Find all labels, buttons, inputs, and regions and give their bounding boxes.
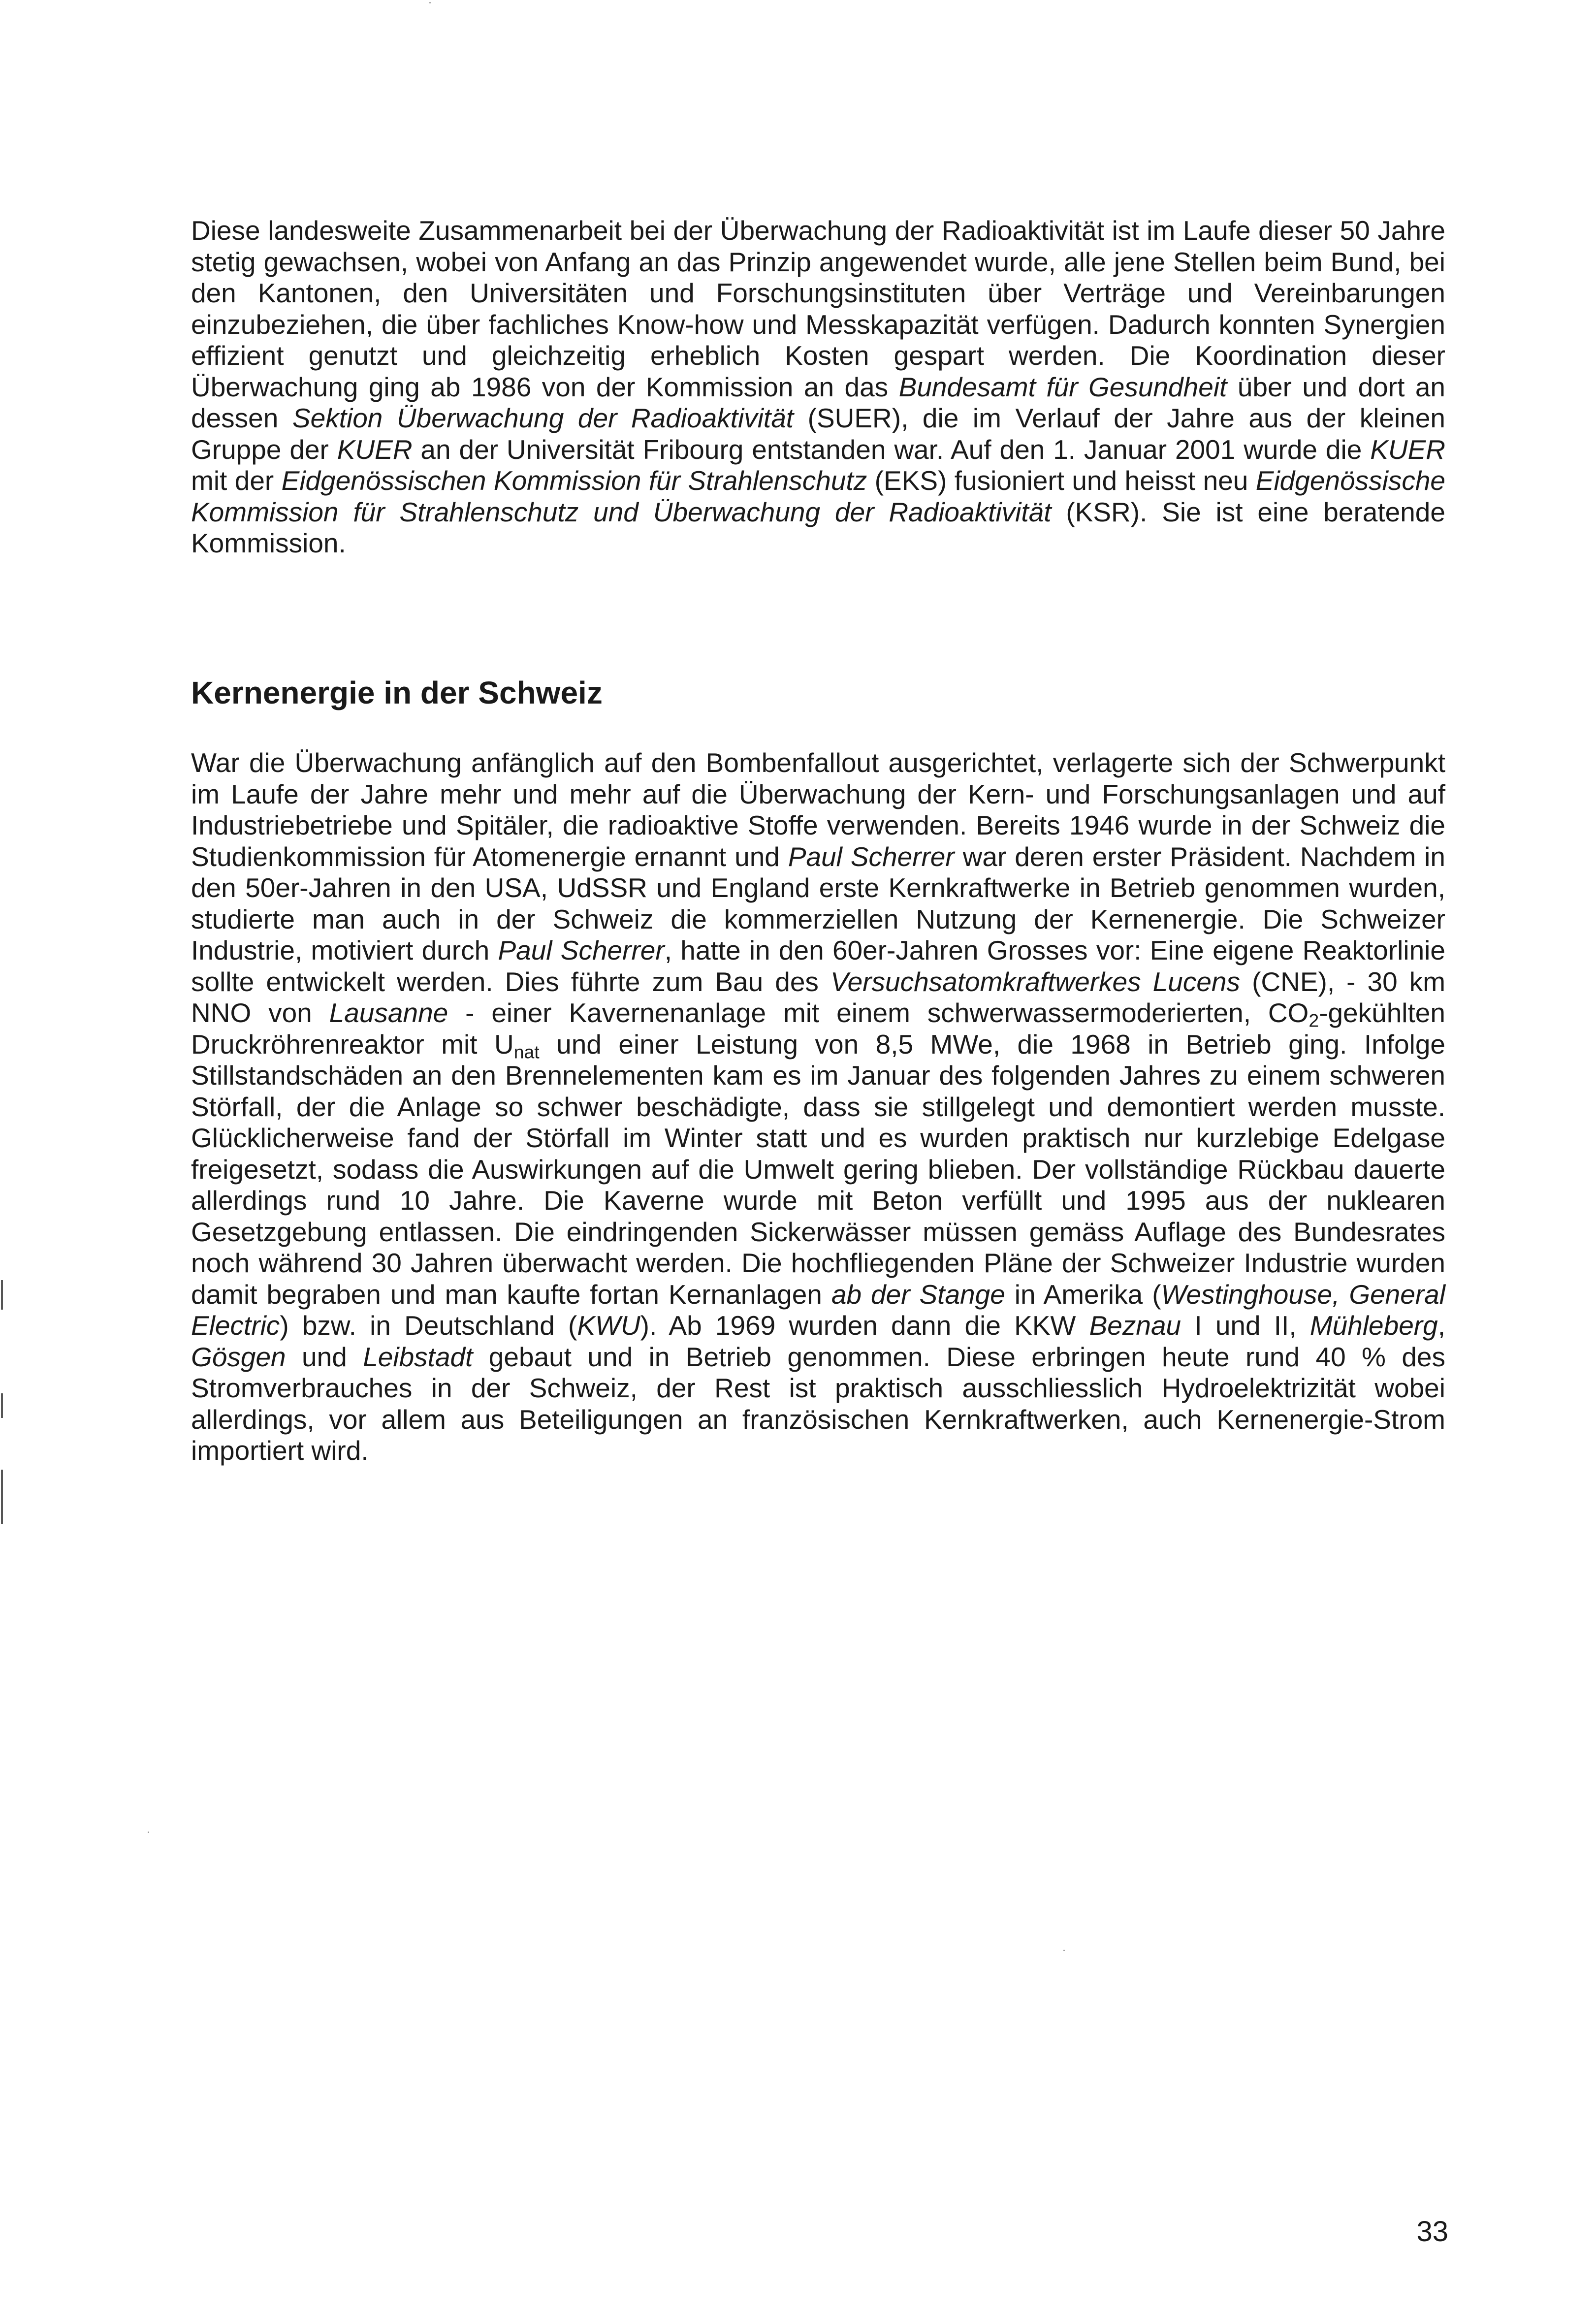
body-text: , hatte in den 60er-Jahren Grosses vor: Eine eigene Reaktorlinie sollte entwickelt werden. Dies führte zum Bau des — [191, 935, 1445, 997]
body-text: I und II, — [1181, 1310, 1310, 1341]
italic-text: Eidgenössischen Kommission für Strahlenschutz — [281, 465, 867, 496]
italic-text: Versuchsatomkraftwerkes Lucens — [830, 966, 1241, 997]
scan-speck — [1063, 1950, 1065, 1951]
body-text: über und dort an dessen — [191, 371, 1446, 433]
scan-margin-mark — [1, 1470, 3, 1524]
italic-text: ab der Stange — [831, 1279, 1005, 1310]
italic-text: Gösgen — [191, 1341, 286, 1372]
body-text: und — [286, 1341, 363, 1372]
body-text: ). Ab 1969 wurden dann die KKW — [640, 1310, 1089, 1341]
page-number: 33 — [1416, 2216, 1448, 2248]
body-text: (KSR). Sie ist eine beratende Kommission. — [191, 496, 1445, 558]
body-text: war deren erster Präsident. Nachdem in den 50er-Jahren in den USA, UdSSR und England erste Kernkraftwerke in Betrieb genommen wurden, studierte man auch in der Schweiz die kommerziellen Nutzung der Kernenergie. Die Schweizer Industrie, motiviert durch — [191, 841, 1445, 965]
body-text: Diese landesweite Zusammenarbeit bei der Überwachung der Radioaktivität ist im Laufe dieser 50 Jahre stetig gewachsen, wobei von Anfang an das Prinzip angewendet wurde, alle jene Stellen beim Bund, bei den Kantonen, den Universitäten und Forschungsinstituten über Verträge und Vereinbarungen einzubeziehen, die über fachliches Know-how und Messkapazität verfügen. Dadurch konnten Synergien effizient genutzt und gleichzeitig erheblich Kosten gespart werden. Die Koordination dieser Überwachung ging ab 1986 von der Kommission an das — [191, 215, 1445, 402]
italic-text: Beznau — [1089, 1310, 1181, 1341]
italic-text: Westinghouse, General Electric — [191, 1279, 1445, 1341]
body-text: War die Überwachung anfänglich auf den Bombenfallout ausgerichtet, verlagerte sich der Schwerpunkt im Laufe der Jahre mehr und mehr auf die Überwachung der Kern- und Forschungsanlagen und auf Industriebetriebe und Spitäler, die radioaktive Stoffe verwenden. Bereits 1946 wurde in der Schweiz die Studienkommission für Atomenergie ernannt und — [191, 747, 1445, 872]
subscript-text: nat — [513, 1041, 540, 1062]
italic-text: Lausanne — [329, 997, 448, 1028]
italic-text: Sektion Überwachung der Radioaktivität — [292, 403, 794, 433]
italic-text: Leibstadt — [363, 1341, 473, 1372]
paragraph-kernenergie — [191, 747, 1445, 1467]
body-text: -gekühlten Druckröhrenreaktor mit U — [191, 997, 1445, 1060]
italic-text: Paul Scherrer — [788, 841, 955, 872]
subscript-text: 2 — [1309, 1010, 1319, 1031]
italic-text: KWU — [577, 1310, 640, 1341]
body-text: ) bzw. in Deutschland ( — [280, 1310, 577, 1341]
body-text: (EKS) fusioniert und heisst neu — [867, 465, 1256, 496]
body-text: (SUER), die im Verlauf der Jahre aus der kleinen Gruppe der — [191, 403, 1445, 465]
body-text: an der Universität Fribourg entstanden war. Auf den 1. Januar 2001 wurde die — [412, 434, 1371, 465]
body-text: in Amerika ( — [1005, 1279, 1161, 1310]
body-text: und einer Leistung von 8,5 MWe, die 1968 in Betrieb ging. Infolge Stillstandschäden an den Brennelementen kam es im Januar des folgenden Jahres zu einem schweren Störfall, der die Anlage so schwer beschädigte, dass sie stillgelegt und demontiert werden musste. Glücklicherweise fand der Störfall im Winter statt und es wurden praktisch nur kurzlebige Edelgase freigesetzt, sodass die Auswirkungen auf die Umwelt gering blieben. Der vollständige Rückbau dauerte allerdings rund 10 Jahre. Die Kaverne wurde mit Beton verfüllt und 1995 aus der nuklearen Gesetzgebung entlassen. Die eindringenden Sickerwässer müssen gemäss Auflage des Bundesrates noch während 30 Jahren überwacht werden. Die hochfliegenden Pläne der Schweizer Industrie wurden damit begraben und man kaufte fortan Kernanlagen — [191, 1029, 1445, 1310]
italic-text: Mühleberg — [1309, 1310, 1438, 1341]
body-text: gebaut und in Betrieb genommen. Diese erbringen heute rund 40 % des Stromverbrauches in der Schweiz, der Rest ist praktisch ausschliesslich Hydroelektrizität wobei allerdings, vor allem aus Beteiligungen an französischen Kernkraftwerken, auch Kernenergie-Strom importiert wird. — [191, 1341, 1446, 1466]
paragraph-intro — [191, 215, 1445, 559]
scan-speck — [429, 2, 431, 3]
italic-text: KUER — [337, 434, 413, 465]
italic-text: KUER — [1370, 434, 1445, 465]
section-heading: Kernenergie in der Schweiz — [191, 675, 603, 710]
body-text: - einer Kavernenanlage mit einem schwerwassermoderierten, CO — [448, 997, 1309, 1028]
body-text: , — [1437, 1310, 1445, 1341]
italic-text: Eidgenössische Kommission für Strahlenschutz und Überwachung der Radioaktivität — [191, 465, 1446, 527]
italic-text: Paul Scherrer — [498, 935, 665, 965]
body-text: (CNE), - 30 km NNO von — [191, 966, 1446, 1028]
scan-margin-mark — [1, 1393, 3, 1418]
scan-speck — [148, 1832, 149, 1833]
scan-margin-mark — [1, 1280, 3, 1310]
body-text: mit der — [191, 465, 282, 496]
italic-text: Bundesamt für Gesundheit — [898, 371, 1227, 402]
